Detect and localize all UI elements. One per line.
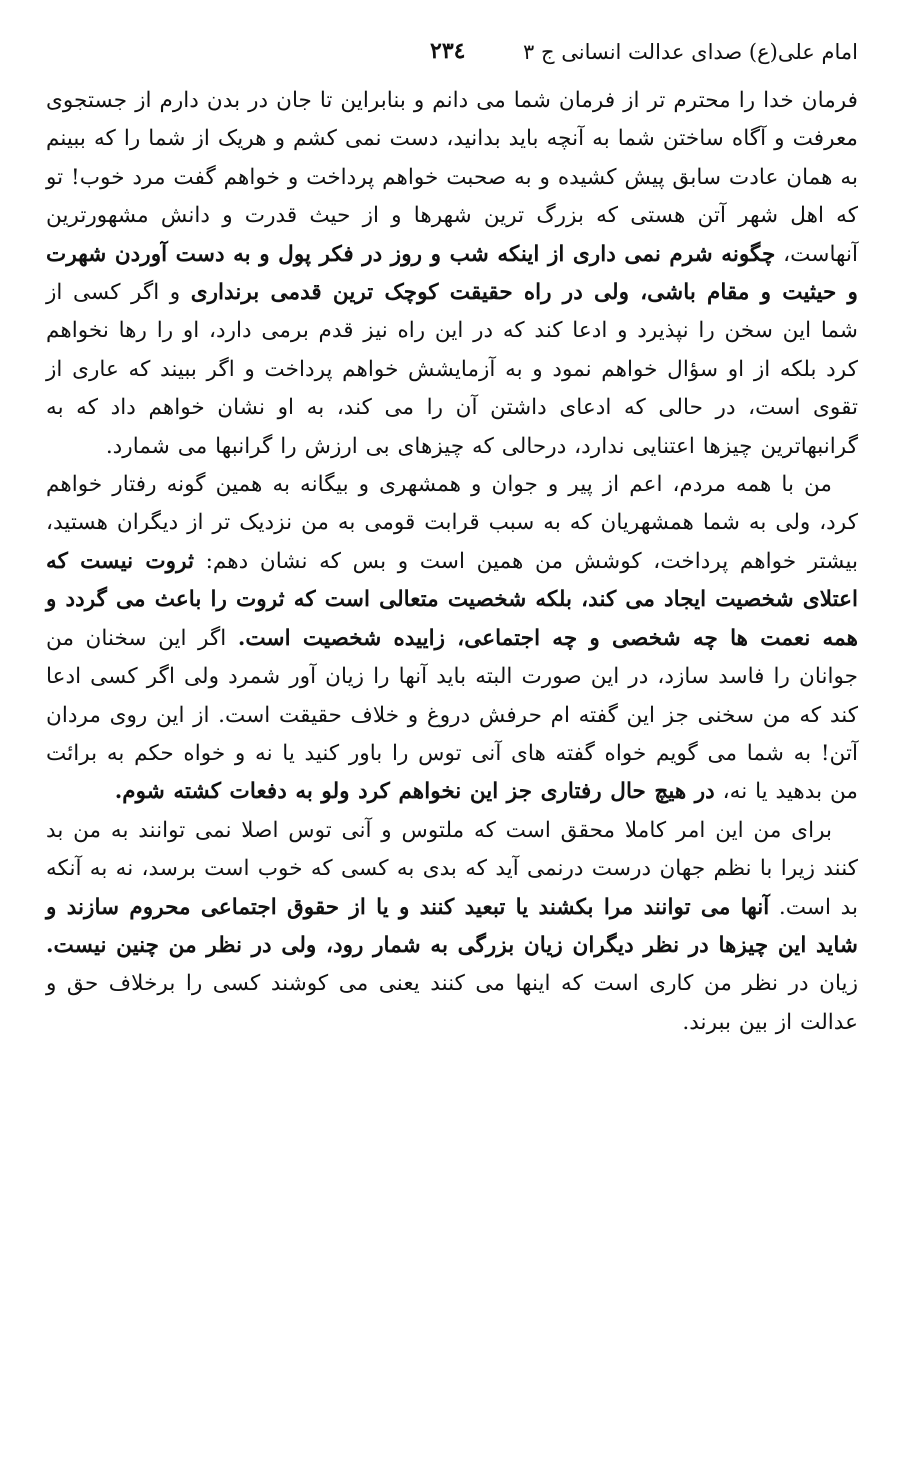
text-segment: زیان در نظر من کاری است که اینها می کنند یعنی می کوشند کسی را برخلاف حق و عدالت از بین ببرند.: [46, 971, 858, 1035]
text-segment: اگر این سخنان من جوانان را فاسد سازد، در این صورت البته باید آنها را زیان آور شمرد ولی اگر کسی ادعا کند که من سخنی جز این گفته ام حرفش دروغ و خلاف حقیقت است. از این روی مردان آتن! به شما می گویم خواه گفته های آنی توس را باور کنید یا نه و خواه حکم به برائت من بدهید یا نه،: [46, 625, 858, 805]
page-header: [46, 30, 858, 74]
body-text: [46, 82, 858, 1042]
paragraph-3: [46, 812, 858, 1042]
running-title: امام علی(ع) صدای عدالت انسانی ج ۳: [523, 40, 858, 64]
page-number: ۲۳٤: [430, 38, 466, 64]
text-segment: برای من این امر کاملا محقق است که ملتوس و آنی توس اصلا نمی توانند به من بد کنند زیرا با نظم جهان درست درنمی آید که بدی به کسی که خوب است برسد، نه به آنکه بد است.: [46, 817, 858, 920]
bold-text-segment: آنها می توانند مرا بکشند یا تبعید کنند و یا از حقوق اجتماعی محروم سازند و شاید این چیزها در نظر دیگران زیان بزرگی به شمار رود، ولی در نظر من چنین نیست.: [46, 894, 858, 958]
bold-text-segment: ثروت نیست که اعتلای شخصیت ایجاد می کند، بلکه شخصیت متعالی است که ثروت را باعث می گردد و همه نعمت ها چه شخصی و چه اجتماعی، زاییده شخصیت است.: [46, 548, 859, 651]
paragraph-2: [46, 466, 858, 812]
text-segment: و اگر کسی از شما این سخن را نپذیرد و ادعا کند که در این راه نیز قدم برمی دارد، او را رها نخواهم کرد بلکه از او سؤال خواهم نمود و به آزمایشش خواهم پرداخت و اگر ببیند که عاری از تقوی است، در حالی که ادعای داشتن آن را می کند، به او نشان خواهم داد که به گرانبهاترین چیزها اعتنایی ندارد، درحالی که چیزهای بی ارزش را گرانبها می شمارد.: [46, 280, 858, 459]
book-page: [46, 30, 858, 1450]
bold-text-segment: در هیچ حال رفتاری جز این نخواهم کرد ولو به دفعات کشته شوم.: [114, 779, 715, 805]
bold-text-segment: چگونه شرم نمی داری از اینکه شب و روز در فکر پول و به دست آوردن شهرت و حیثیت و مقام باشی، ولی در راه حقیقت کوچک ترین قدمی برنداری: [46, 241, 858, 306]
text-segment: من با همه مردم، اعم از پیر و جوان و همشهری و بیگانه به همین گونه رفتار خواهم کرد، ولی به شما همشهریان که به سبب قرابت قومی به من نزدیک تر از دیگران هستید، بیشتر خواهم پرداخت، کوشش من همین است و بس که نشان دهم:: [46, 472, 858, 574]
paragraph-1: [46, 82, 858, 466]
text-segment: فرمان خدا را محترم تر از فرمان شما می دانم و بنابراین تا جان در بدن دارم از جستجوی معرفت و آگاه ساختن شما به آنچه باید بدانید، دست نمی کشم و هریک از شما را که ببینم به همان عادت سابق پیش کشیده و به صحبت خواهم پرداخت و خواهم گفت مرد خوب! تو که اهل شهر آتن هستی که بزرگ ترین شهرها و از حیث قدرت و دانش مشهورترین آنهاست،: [46, 88, 858, 267]
